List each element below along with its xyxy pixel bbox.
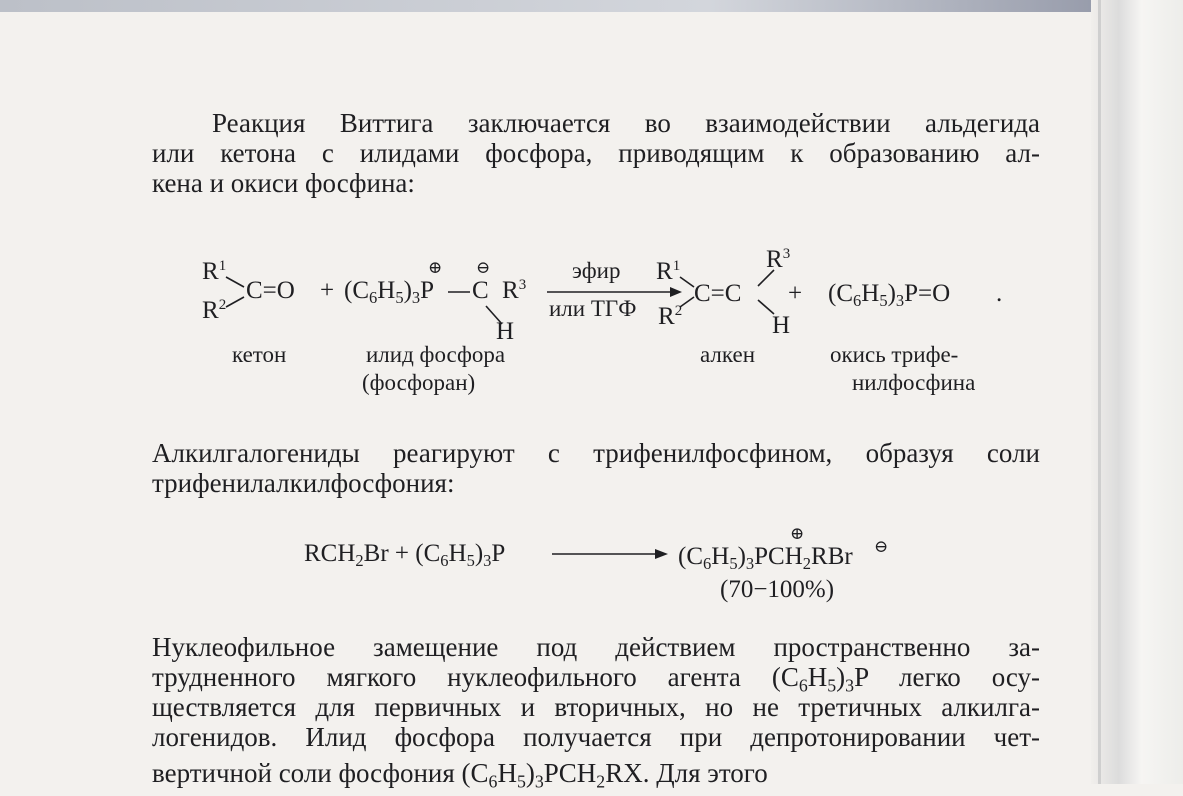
ketone-carbonyl: C=O: [246, 277, 295, 304]
paragraph-nucleophilic-substitution: [152, 632, 1041, 792]
alkene-hydrogen: H: [772, 312, 791, 339]
plus-sign: +: [320, 277, 335, 304]
label-ylide: илид фосфора: [366, 342, 506, 367]
paragraph-line: вертичной соли фосфония $(C_6H_5)_3PCH_2RX$. Для этого: [152, 758, 768, 792]
ylide-carbanion: C: [472, 277, 489, 304]
minus-charge-icon: ⊖: [874, 537, 889, 556]
paragraph-line: Нуклеофильное замещение под действием пространственно за-: [152, 632, 1040, 662]
alkene-double-bond: C=C: [694, 280, 742, 307]
label-alkene: алкен: [700, 342, 756, 367]
scheme-period: .: [996, 280, 1003, 307]
ylide-triphenylphosphonium: $(C_6H_5)_3P$: [344, 277, 435, 307]
paragraph-line: Алкилгалогениды реагируют с трифенилфосфином, образуя соли: [152, 438, 1040, 468]
plus-charge-icon: ⊕: [428, 258, 443, 277]
label-ylide-alt: (фосфоран): [362, 370, 476, 395]
reactants: $RCH_2Br + (C_6H_5)_3P$: [304, 540, 506, 570]
alkene-r2: $R^2$: [658, 303, 683, 330]
label-ketone: кетон: [232, 342, 287, 367]
ylide-hydrogen: H: [496, 318, 515, 345]
paragraph-line: логенидов. Илид фосфора получается при депротонировании чет-: [152, 722, 1040, 752]
paragraph-line: трифенилалкилфосфония:: [152, 468, 455, 498]
minus-charge-icon: ⊖: [476, 258, 491, 277]
alkene-r1: $R^1$: [656, 258, 681, 285]
paragraph-line: кена и окиси фосфина:: [152, 168, 415, 198]
yield: (70−100%): [720, 576, 835, 603]
paragraph-line: или кетона с илидами фосфора, приводящим к образованию ал-: [152, 138, 1040, 168]
paragraph-line: Реакция Виттига заключается во взаимодействии альдегида: [212, 108, 1040, 138]
plus-charge-icon: ⊕: [790, 524, 805, 543]
label-phosphine-oxide: окись трифе-: [830, 342, 959, 367]
triphenylphosphine-oxide: $(C_6H_5)_3P=O$: [828, 280, 951, 310]
paragraph-line: ществляется для первичных и вторичных, но не третичных алкилга-: [152, 692, 1040, 722]
label-phosphine-oxide-cont: нилфосфина: [852, 370, 976, 395]
ylide-r3: $R^3$: [502, 277, 527, 304]
paragraph-line: трудненного мягкого нуклеофильного агента $(C_6H_5)_3P$ легко осу-: [152, 662, 1041, 696]
arrow-condition-thf: или ТГФ: [549, 296, 637, 321]
arrow-condition-ether: эфир: [572, 258, 621, 283]
phosphonium-salt: $(C_6H_5)_3PCH_2RBr$: [678, 543, 853, 573]
ketone-r2: $R^2$: [202, 297, 227, 324]
ketone-r1: $R^1$: [202, 258, 227, 285]
alkene-r3: $R^3$: [766, 246, 791, 273]
plus-sign: +: [788, 280, 803, 307]
